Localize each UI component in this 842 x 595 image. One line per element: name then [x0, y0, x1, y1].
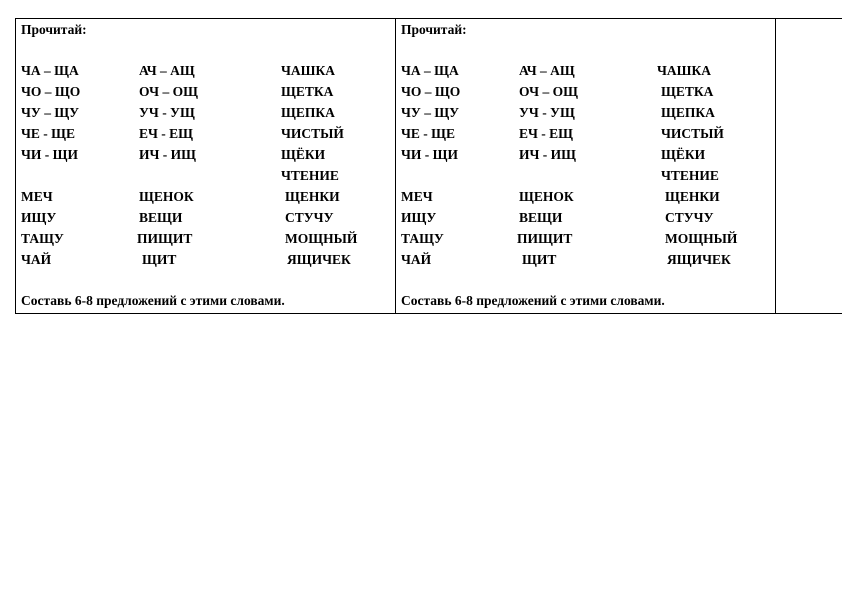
word-cell: ВЕЩИ: [519, 210, 563, 225]
word-cell: ТАЩУ: [21, 231, 64, 246]
word-cell: ВЕЩИ: [139, 210, 183, 225]
word-cell: ЧЕ - ЩЕ: [401, 126, 455, 141]
word-cell: ЧЕ - ЩЕ: [21, 126, 75, 141]
word-cell: ЧИ - ЩИ: [21, 147, 78, 162]
word-cell: ОЧ – ОЩ: [519, 84, 578, 99]
word-cell: ЧАШКА: [657, 63, 712, 78]
worksheet-card-empty: [776, 18, 842, 312]
word-cell: ЯЩИЧЕК: [287, 252, 351, 267]
word-cell: ИЩУ: [21, 210, 57, 225]
word-cell: ЩЁКИ: [281, 147, 326, 162]
word-cell: ЩЕТКА: [661, 84, 714, 99]
word-cell: ЩЕПКА: [661, 105, 715, 120]
word-cell: ИЧ - ИЩ: [139, 147, 196, 162]
card-task: Составь 6-8 предложений с этими словами.: [401, 293, 665, 308]
word-cell: УЧ - УЩ: [139, 105, 195, 120]
word-cell: ТАЩУ: [401, 231, 444, 246]
worksheet-card-right: [396, 18, 775, 312]
word-cell: МЕЧ: [21, 189, 53, 204]
word-cell: ПИЩИТ: [137, 231, 193, 246]
word-cell: ЧИСТЫЙ: [661, 126, 724, 141]
word-cell: ЧО – ЩО: [21, 84, 81, 99]
word-cell: ПИЩИТ: [517, 231, 573, 246]
word-cell: ЩЕТКА: [281, 84, 334, 99]
word-cell: ЧАЙ: [401, 252, 432, 267]
word-cell: ОЧ – ОЩ: [139, 84, 198, 99]
word-cell: ЧТЕНИЕ: [281, 168, 339, 183]
word-cell: ЧИ - ЩИ: [401, 147, 458, 162]
word-cell: ИЩУ: [401, 210, 437, 225]
word-cell: ЧУ – ЩУ: [401, 105, 460, 120]
word-cell: МЕЧ: [401, 189, 433, 204]
word-cell: ЩЕНОК: [139, 189, 194, 204]
word-cell: АЧ – АЩ: [519, 63, 575, 78]
word-cell: СТУЧУ: [665, 210, 714, 225]
word-cell: ЧИСТЫЙ: [281, 126, 344, 141]
word-cell: ЧАЙ: [21, 252, 52, 267]
card-heading: Прочитай:: [21, 22, 87, 37]
word-cell: ЕЧ - ЕЩ: [139, 126, 193, 141]
word-cell: ЧУ – ЩУ: [21, 105, 80, 120]
word-cell: СТУЧУ: [285, 210, 334, 225]
word-cell: ЧАШКА: [281, 63, 336, 78]
word-cell: УЧ - УЩ: [519, 105, 575, 120]
word-cell: ЯЩИЧЕК: [667, 252, 731, 267]
word-cell: ЩЕНОК: [519, 189, 574, 204]
word-cell: ЧА – ЩА: [401, 63, 459, 78]
word-cell: ЕЧ - ЕЩ: [519, 126, 573, 141]
word-cell: АЧ – АЩ: [139, 63, 195, 78]
word-cell: ЩЕНКИ: [285, 189, 340, 204]
word-cell: ЧТЕНИЕ: [661, 168, 719, 183]
word-cell: ЩИТ: [142, 252, 177, 267]
card-task: Составь 6-8 предложений с этими словами.: [21, 293, 285, 308]
word-cell: ЩЕНКИ: [665, 189, 720, 204]
worksheet-card-left: [16, 18, 395, 312]
word-cell: ЩЁКИ: [661, 147, 706, 162]
card-heading: Прочитай:: [401, 22, 467, 37]
word-cell: ЧО – ЩО: [401, 84, 461, 99]
word-cell: ИЧ - ИЩ: [519, 147, 576, 162]
word-cell: МОЩНЫЙ: [285, 231, 358, 246]
word-cell: ЧА – ЩА: [21, 63, 79, 78]
word-cell: ЩЕПКА: [281, 105, 335, 120]
word-cell: ЩИТ: [522, 252, 557, 267]
word-cell: МОЩНЫЙ: [665, 231, 738, 246]
